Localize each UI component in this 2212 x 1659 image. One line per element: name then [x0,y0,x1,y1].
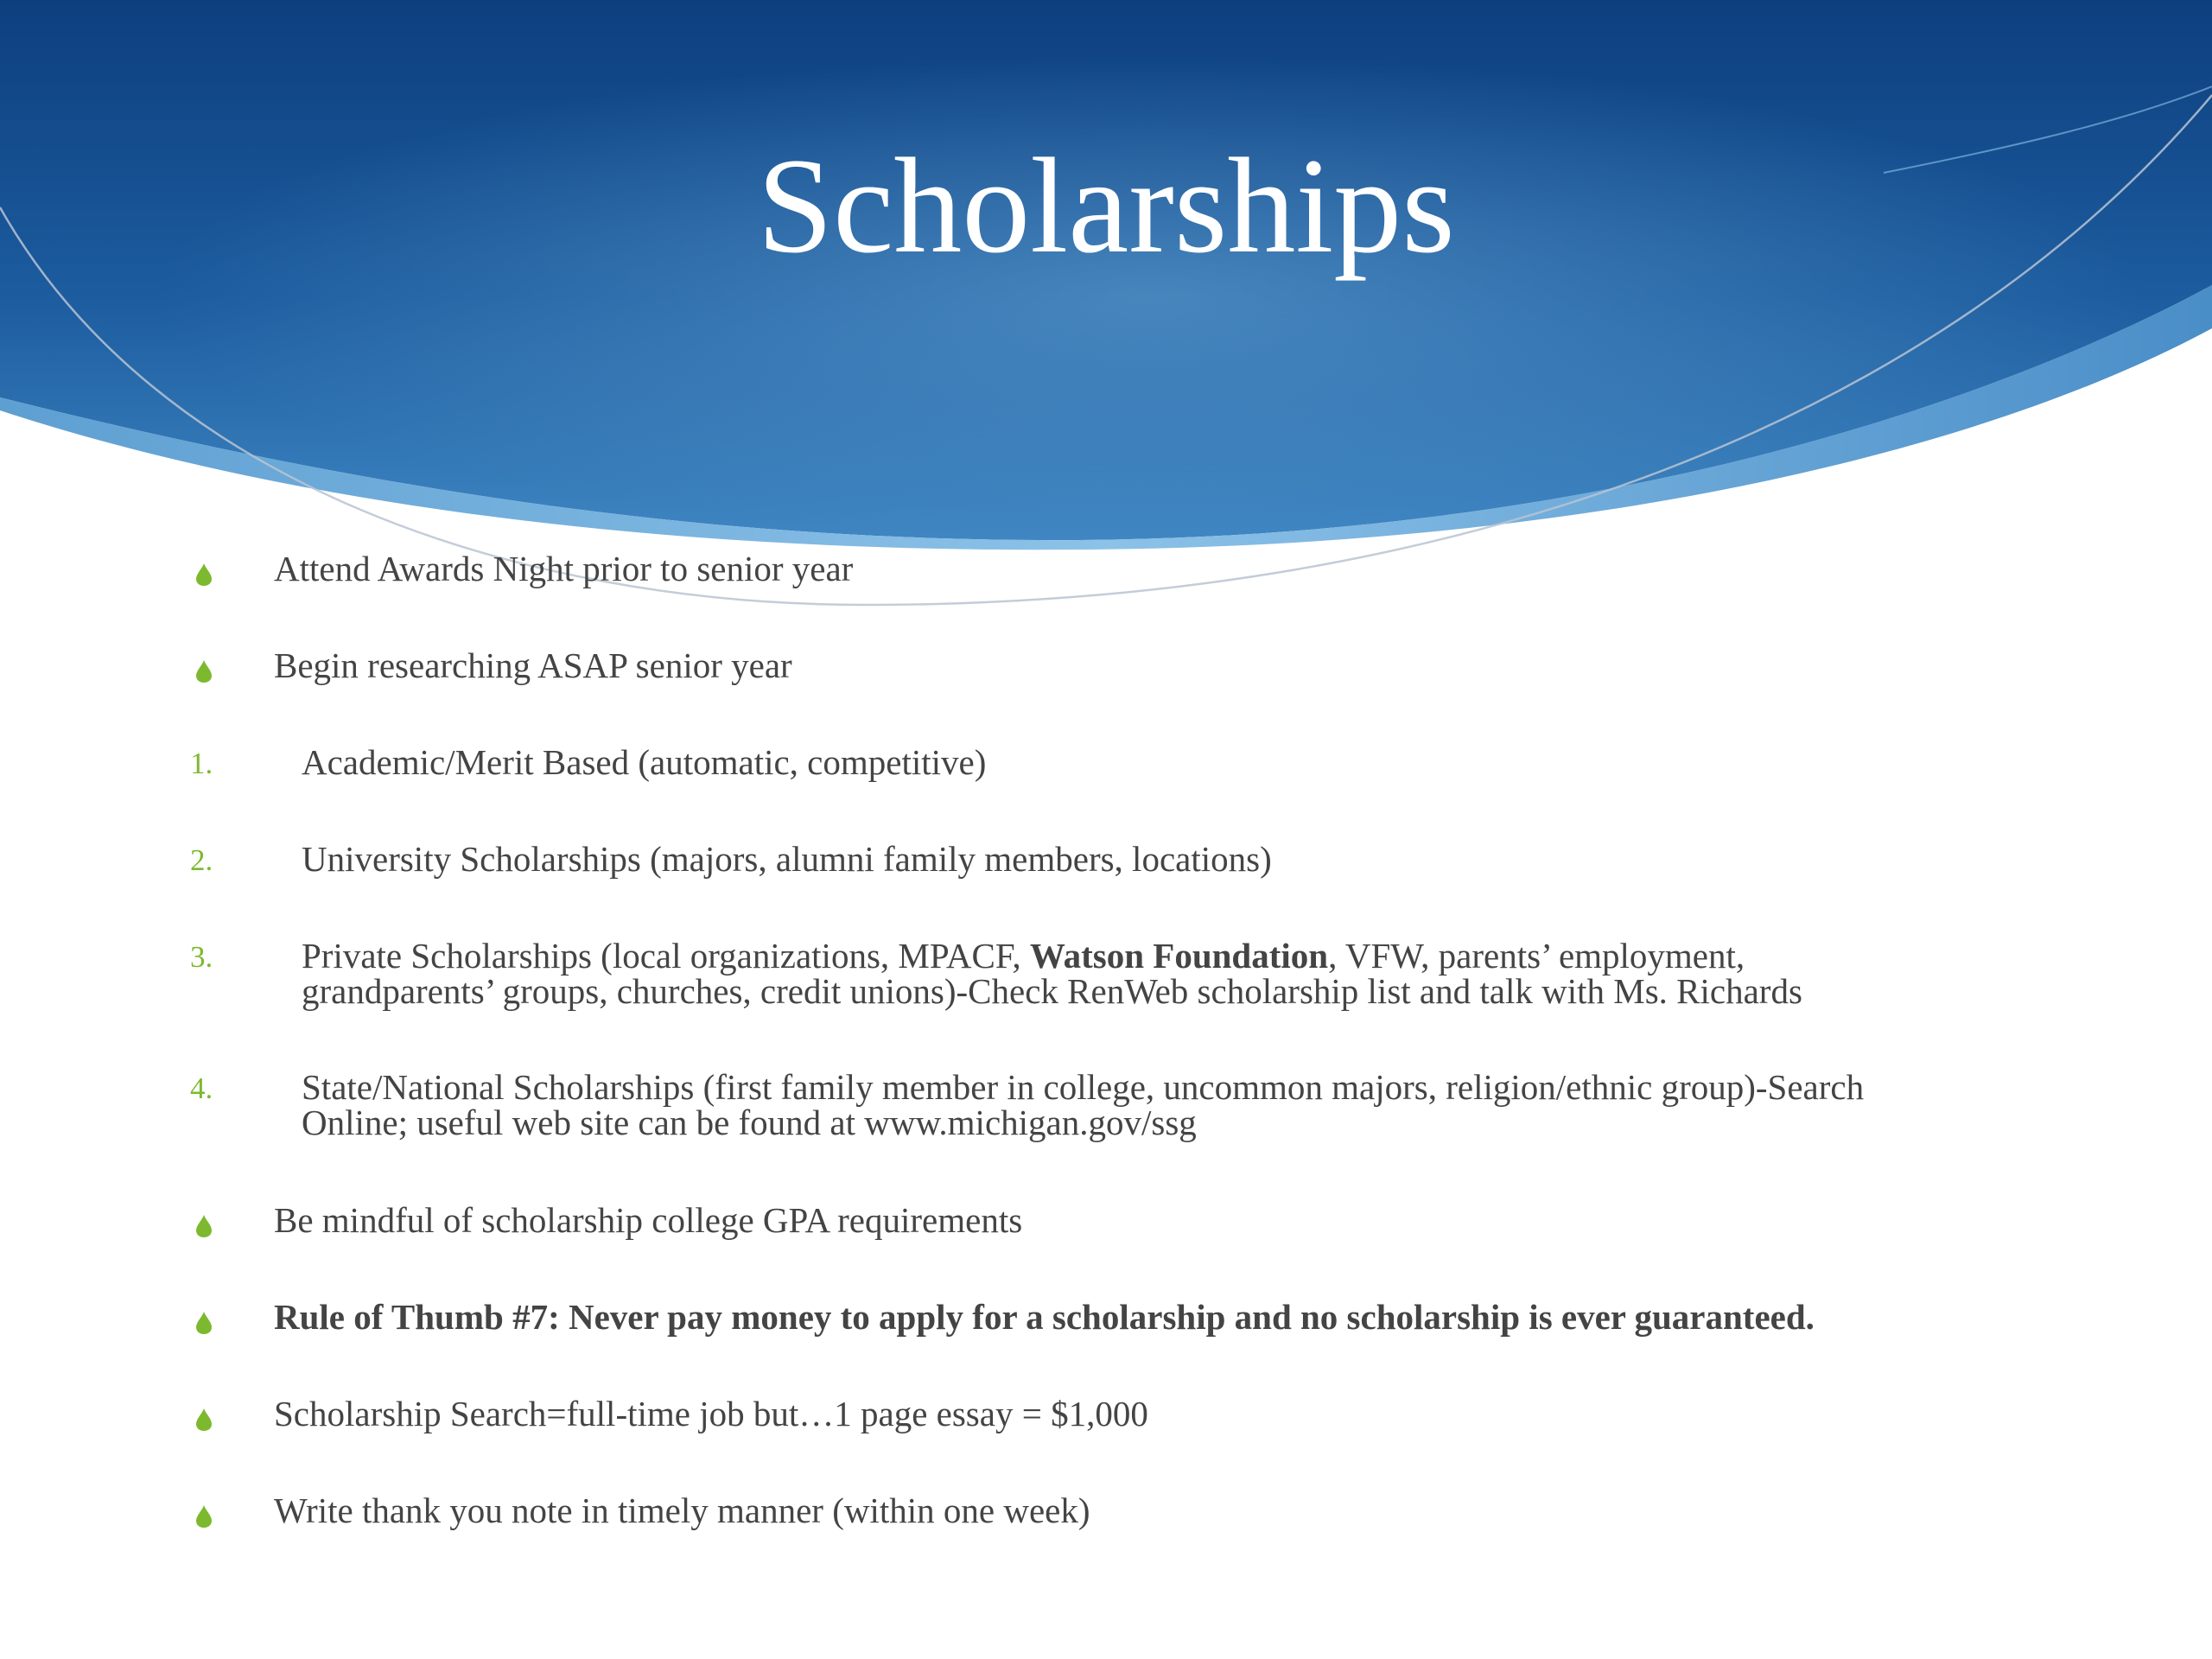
list-item-text: Write thank you note in timely manner (within one week) [274,1491,1090,1530]
list-item-text: Academic/Merit Based (automatic, competitive) [302,742,987,782]
list-item-text: Be mindful of scholarship college GPA requirements [274,1200,1023,1240]
list-item-text: Scholarship Search=full-time job but…1 page essay = $1,000 [274,1394,1148,1433]
droplet-bullet-icon [195,563,213,587]
item-number: 3. [190,940,213,974]
droplet-bullet-icon [195,1504,213,1529]
list-item-text: University Scholarships (majors, alumni family members, locations) [302,839,1272,879]
watson-foundation-emphasis: Watson Foundation [1029,936,1329,976]
list-item-text: Attend Awards Night prior to senior year [274,549,854,588]
item-number: 4. [190,1071,213,1105]
list-item-text-line1: State/National Scholarships (first family member in college, uncommon majors, religion/ethnic group)-Search [302,1067,1865,1107]
list-item-text-line2: grandparents’ groups, churches, credit unions)-Check RenWeb scholarship list and talk with Ms. Richards [302,971,1802,1011]
item-number: 1. [190,747,213,780]
droplet-bullet-icon [195,1311,213,1335]
list-item-text-line1: Private Scholarships (local organizations, MPACF, Watson Foundation, VFW, parents’ employment, [302,936,1745,976]
droplet-bullet-icon [195,1408,213,1432]
droplet-bullet-icon [195,659,213,683]
rule-of-thumb-text: Rule of Thumb #7: Never pay money to apply for a scholarship and no scholarship is ever guaranteed. [274,1297,1815,1337]
droplet-bullet-icon [195,1214,213,1238]
list-item-text-line2: Online; useful web site can be found at www.michigan.gov/ssg [302,1103,1197,1142]
slide-title: Scholarships [757,130,1455,282]
item-number: 2. [190,843,213,877]
list-item-text: Begin researching ASAP senior year [274,645,792,685]
